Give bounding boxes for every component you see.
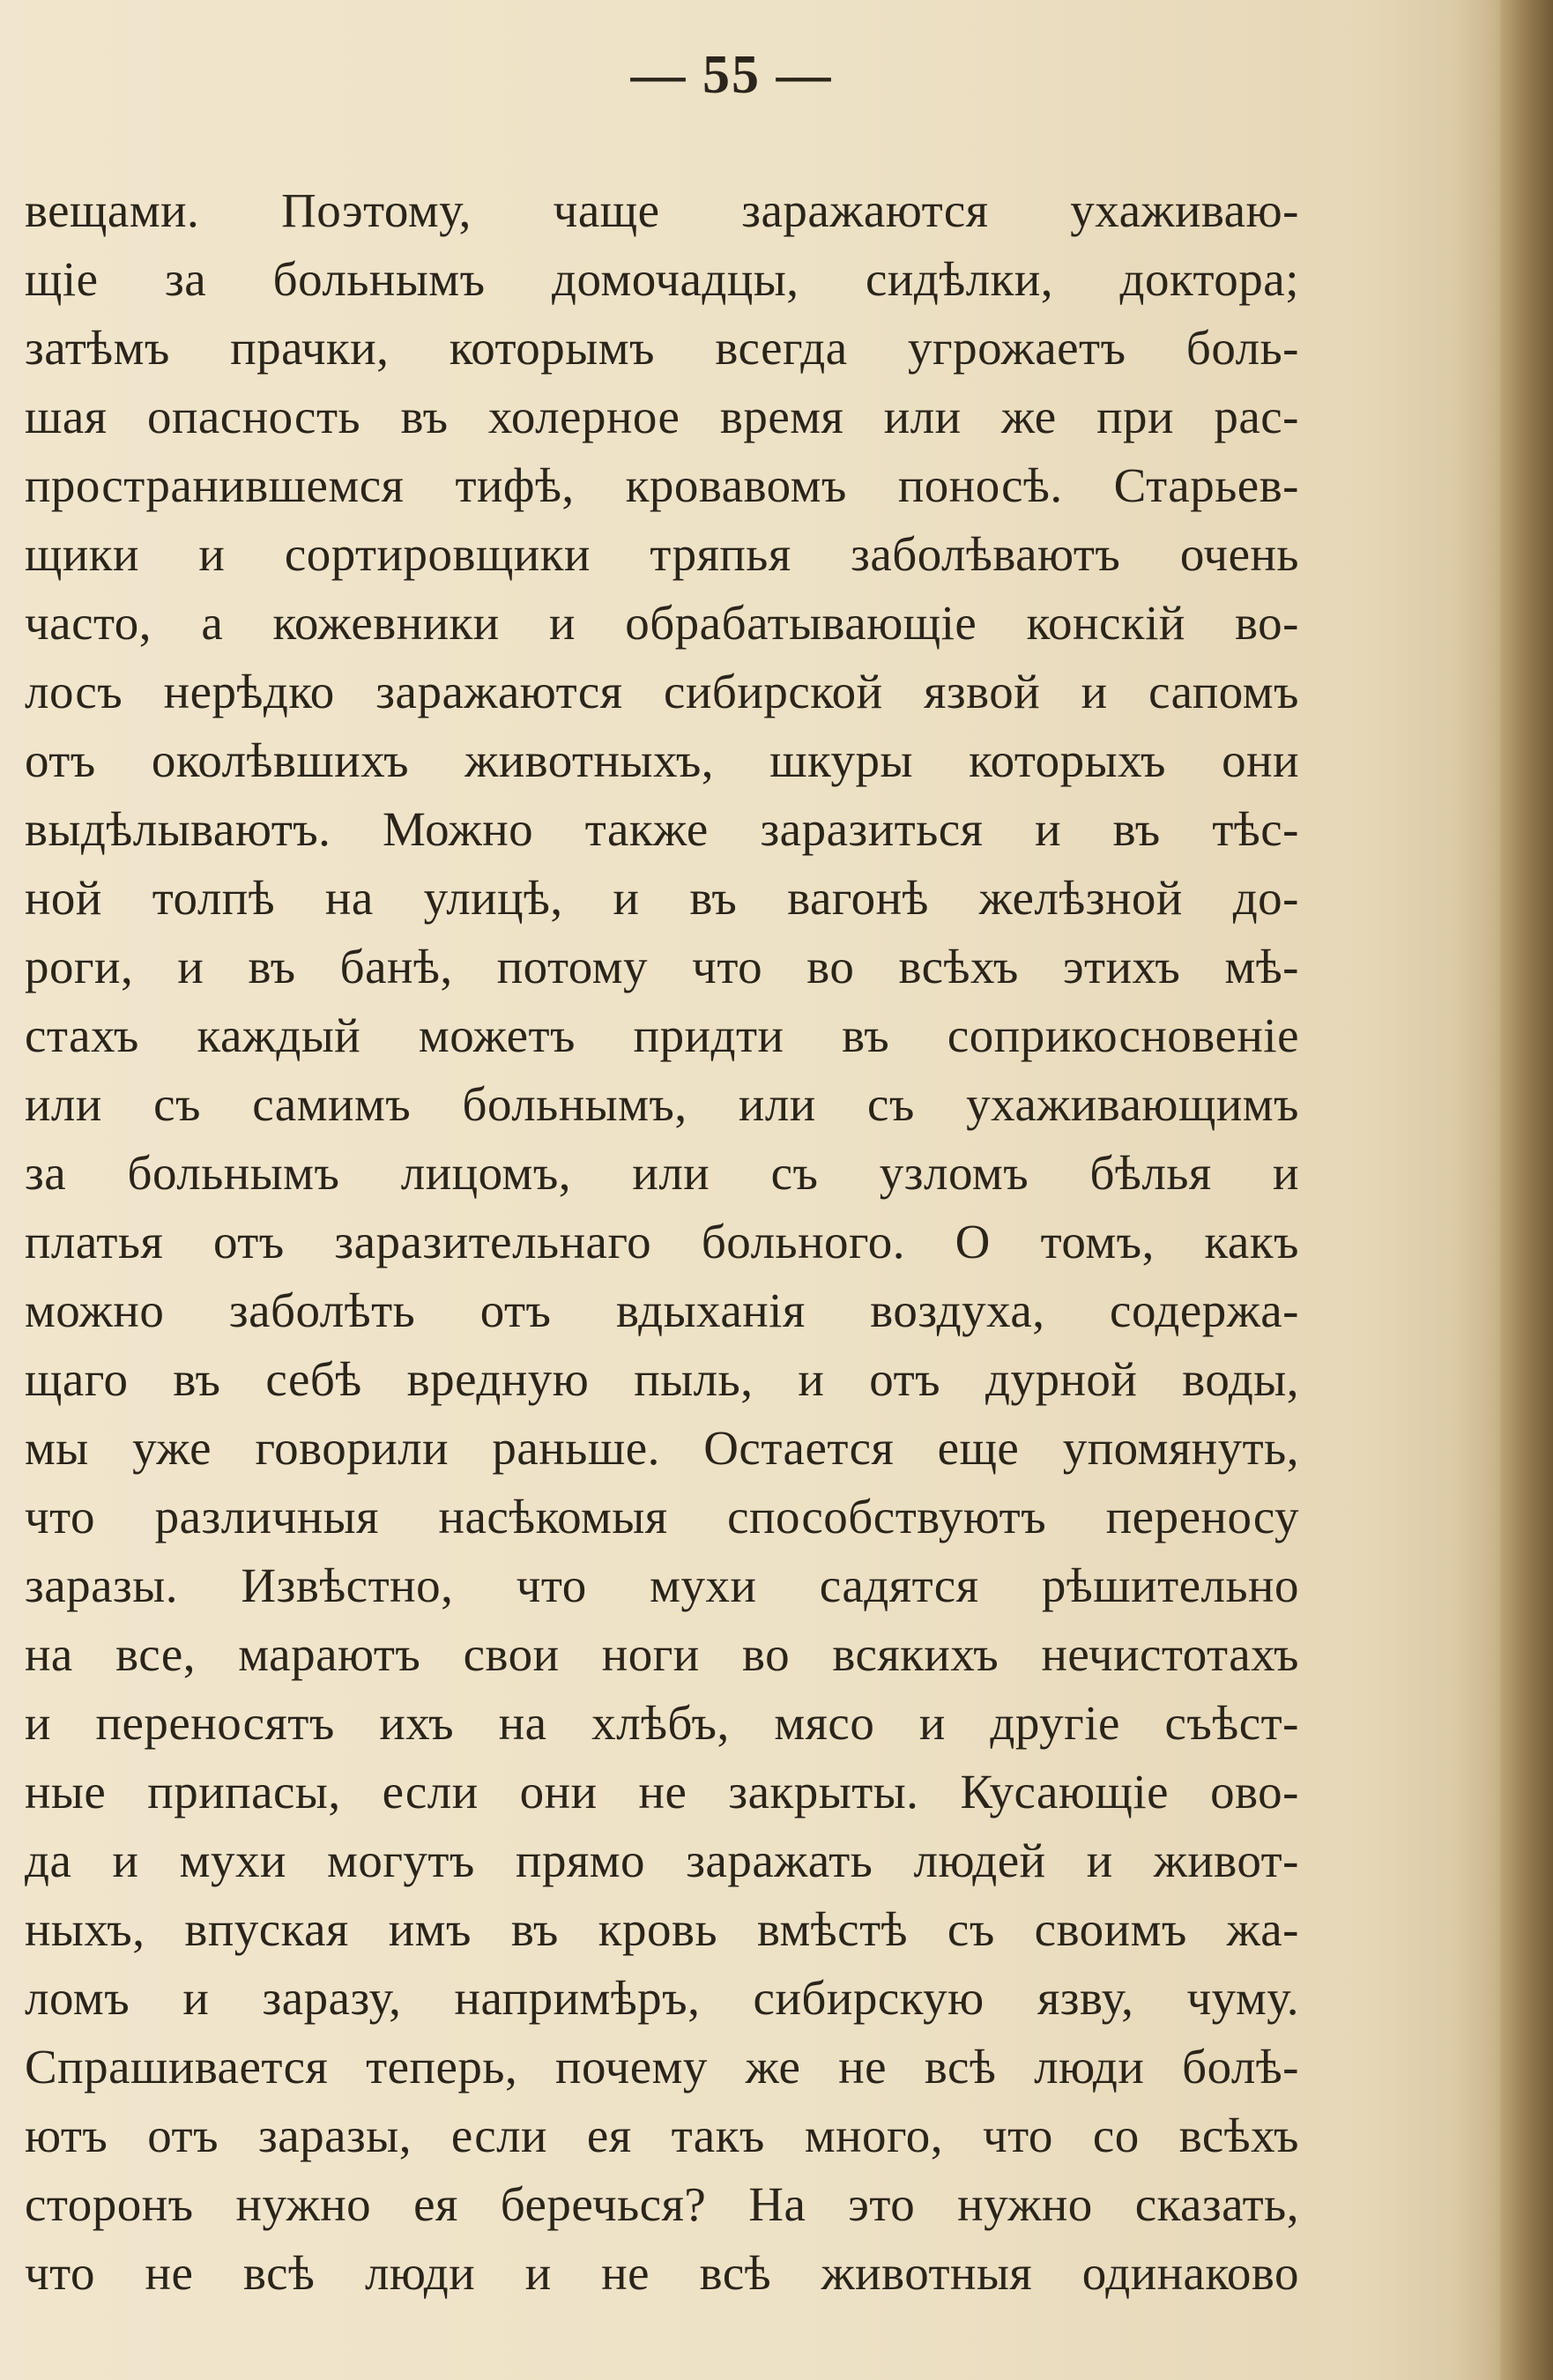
page-number: — 55 — — [630, 45, 833, 105]
text-line: пространившемся тифѣ, кровавомъ поносѣ. Старьев- — [25, 458, 1299, 512]
body-text — [25, 176, 1299, 2308]
text-line: щики и сортировщики тряпья заболѣваютъ очень — [25, 527, 1299, 581]
text-line: что не всѣ люди и не всѣ животныя одинаково — [25, 2246, 1299, 2300]
text-line: выдѣлываютъ. Можно также заразиться и въ тѣс- — [25, 802, 1299, 856]
page-binding-edge — [1500, 0, 1553, 2380]
text-line: отъ околѣвшихъ животныхъ, шкуры которыхъ они — [25, 733, 1299, 787]
text-line: мы уже говорили раньше. Остается еще упомянуть, — [25, 1421, 1299, 1475]
text-line: ютъ отъ заразы, если ея такъ много, что со всѣхъ — [25, 2109, 1299, 2162]
text-line: на все, мараютъ свои ноги во всякихъ нечистотахъ — [25, 1627, 1299, 1681]
text-line: щіе за больнымъ домочадцы, сидѣлки, доктора; — [25, 252, 1299, 306]
text-line: ломъ и заразу, напримѣръ, сибирскую язву, чуму. — [25, 1971, 1299, 2025]
text-line: Спрашивается теперь, почему же не всѣ люди болѣ- — [25, 2040, 1299, 2094]
text-line: что различныя насѣкомыя способствуютъ переносу — [25, 1490, 1299, 1543]
text-line: да и мухи могутъ прямо заражать людей и живот- — [25, 1833, 1299, 1887]
text-line: за больнымъ лицомъ, или съ узломъ бѣлья и — [25, 1146, 1299, 1200]
text-line: вещами. Поэтому, чаще заражаются ухаживаю- — [25, 183, 1299, 237]
text-line: или съ самимъ больнымъ, или съ ухаживающимъ — [25, 1077, 1299, 1131]
text-line: затѣмъ прачки, которымъ всегда угрожаетъ боль- — [25, 321, 1299, 375]
text-line: часто, а кожевники и обрабатывающіе конскій во- — [25, 596, 1299, 650]
text-line: стахъ каждый можетъ придти въ соприкосновеніе — [25, 1008, 1299, 1062]
text-line: шая опасность въ холерное время или же при рас- — [25, 390, 1299, 443]
text-line: можно заболѣть отъ вдыханія воздуха, содержа- — [25, 1283, 1299, 1337]
text-line: лосъ нерѣдко заражаются сибирской язвой и сапомъ — [25, 665, 1299, 718]
text-line: ные припасы, если они не закрыты. Кусающіе ово- — [25, 1765, 1299, 1818]
text-line: и переносятъ ихъ на хлѣбъ, мясо и другіе съѣст- — [25, 1696, 1299, 1750]
text-line: ной толпѣ на улицѣ, и въ вагонѣ желѣзной до- — [25, 871, 1299, 925]
text-line: заразы. Извѣстно, что мухи садятся рѣшительно — [25, 1558, 1299, 1612]
text-line: сторонъ нужно ея беречься? На это нужно сказать, — [25, 2177, 1299, 2231]
text-line: щаго въ себѣ вредную пыль, и отъ дурной воды, — [25, 1352, 1299, 1406]
text-line: ныхъ, впуская имъ въ кровь вмѣстѣ съ своимъ жа- — [25, 1902, 1299, 1956]
text-line: роги, и въ банѣ, потому что во всѣхъ этихъ мѣ- — [25, 940, 1299, 993]
text-line: платья отъ заразительнаго больного. О томъ, какъ — [25, 1215, 1299, 1268]
